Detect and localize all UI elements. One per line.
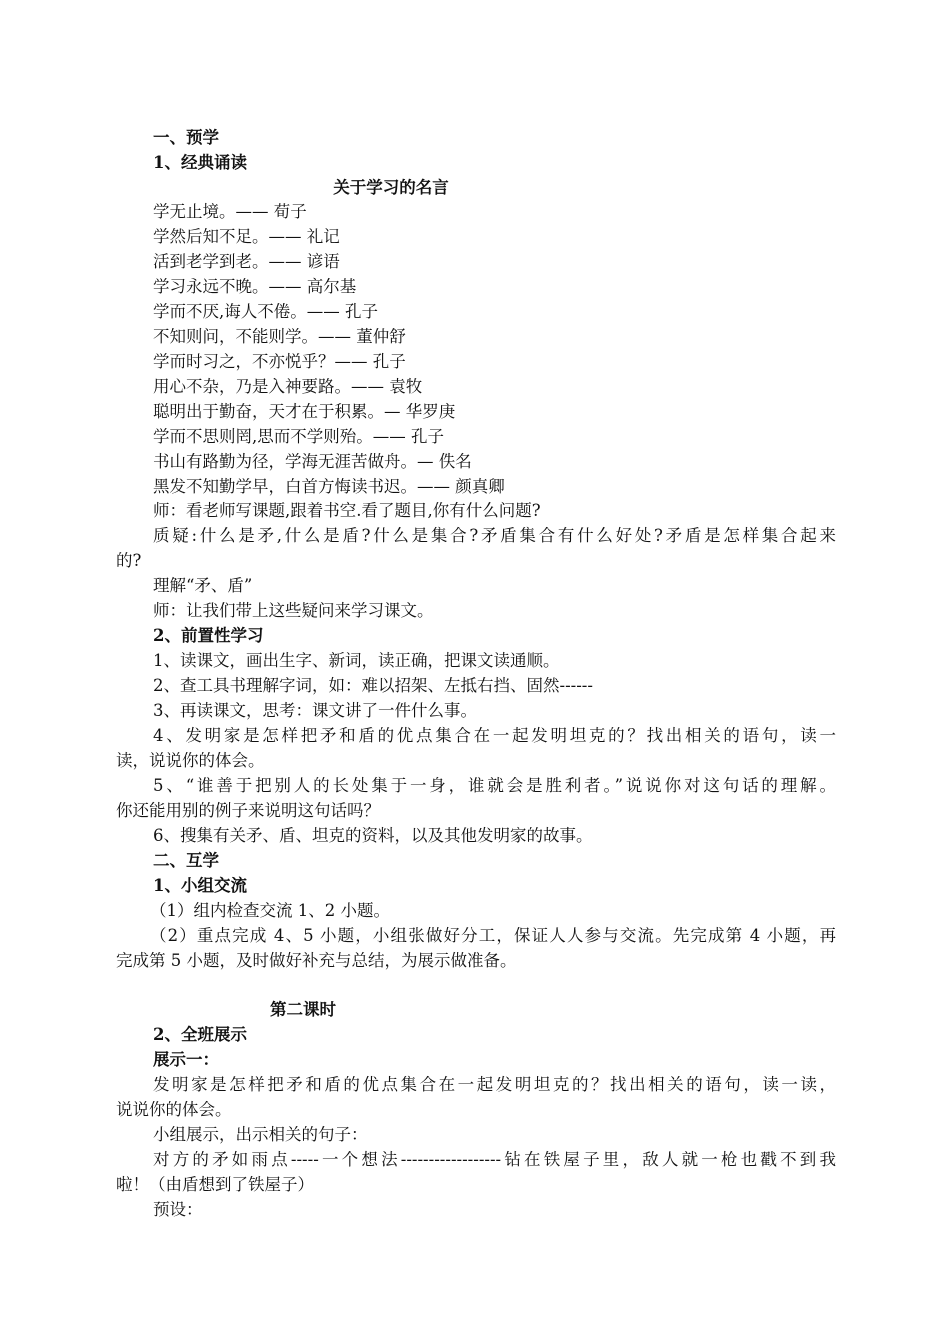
subheading-pre-study: 2、前置性学习 — [153, 626, 264, 645]
heading-mutual-study: 二、互学 — [153, 851, 219, 870]
question-line: 质疑:什么是矛,什么是盾?什么是集合?矛盾集合有什么好处?矛盾是怎样集合起来 — [153, 526, 836, 545]
group-item: （2）重点完成 4、5 小题，小组张做好分工，保证人人参与交流。先完成第 4 小题，再 — [150, 926, 836, 945]
quote-line: 学而不思则罔,思而不学则殆。—— 孔子 — [153, 427, 444, 446]
understand-line: 理解“矛、盾” — [153, 576, 253, 595]
group-show-line: 小组展示，出示相关的句子： — [153, 1125, 368, 1144]
show-question: 发明家是怎样把矛和盾的优点集合在一起发明坦克的？找出相关的语句，读一读， — [153, 1075, 836, 1094]
quote-line: 黑发不知勤学早，白首方悔读书迟。—— 颜真卿 — [153, 477, 505, 496]
quote-line: 聪明出于勤奋，天才在于积累。— 华罗庚 — [153, 402, 456, 421]
group-item-cont: 完成第 5 小题，及时做好补充与总结，为展示做准备。 — [116, 951, 517, 970]
task-item-cont: 你还能用别的例子来说明这句话吗？ — [116, 801, 380, 820]
preset-label: 预设： — [153, 1200, 203, 1219]
lesson-two-title: 第二课时 — [270, 1000, 336, 1019]
quote-line: 不知则问，不能则学。—— 董仲舒 — [153, 327, 406, 346]
quote-line: 活到老学到老。—— 谚语 — [153, 252, 340, 271]
teacher-line: 师：让我们带上这些疑问来学习课文。 — [153, 601, 434, 620]
task-item: 2、查工具书理解字词，如：难以招架、左抵右挡、固然------ — [153, 676, 593, 695]
task-item-cont: 读，说说你的体会。 — [116, 751, 265, 770]
quote-line: 学习永远不晚。—— 高尔基 — [153, 277, 357, 296]
subheading-group-exchange: 1、小组交流 — [153, 876, 247, 895]
task-item: 5、“谁善于把别人的长处集于一身，谁就会是胜利者。”说说你对这句话的理解。 — [153, 776, 836, 795]
quote-line: 学而不厌,诲人不倦。—— 孔子 — [153, 302, 378, 321]
quoted-sentence-cont: 啦！（由盾想到了铁屋子） — [116, 1175, 314, 1194]
quoted-sentence: 对方的矛如雨点-----一个想法------------------钻在铁屋子里，敌人就一枪也戳不到我 — [153, 1150, 836, 1169]
quote-line: 学而时习之，不亦悦乎？—— 孔子 — [153, 352, 406, 371]
group-item: （1）组内检查交流 1、2 小题。 — [150, 901, 390, 920]
show-one-label: 展示一： — [153, 1050, 219, 1069]
subheading-classic-reading: 1、经典诵读 — [153, 153, 247, 172]
quote-line: 学然后知不足。—— 礼记 — [153, 227, 340, 246]
task-item: 1、读课文，画出生字、新词，读正确，把课文读通顺。 — [153, 651, 560, 670]
quote-line: 学无止境。—— 荀子 — [153, 202, 307, 221]
subheading-class-show: 2、全班展示 — [153, 1025, 247, 1044]
show-question-cont: 说说你的体会。 — [116, 1100, 232, 1119]
task-item: 3、再读课文，思考：课文讲了一件什么事。 — [153, 701, 477, 720]
quotes-title: 关于学习的名言 — [333, 178, 449, 197]
quote-line: 书山有路勤为径，学海无涯苦做舟。— 佚名 — [153, 452, 472, 471]
task-item: 6、搜集有关矛、盾、坦克的资料，以及其他发明家的故事。 — [153, 826, 593, 845]
heading-preview-study: 一、预学 — [153, 128, 219, 147]
task-item: 4、发明家是怎样把矛和盾的优点集合在一起发明坦克的？找出相关的语句，读一 — [153, 726, 836, 745]
teacher-line: 师：看老师写课题,跟着书空.看了题目,你有什么问题? — [153, 501, 541, 520]
question-line-cont: 的? — [116, 551, 142, 570]
quote-line: 用心不杂，乃是入神要路。—— 袁牧 — [153, 377, 423, 396]
